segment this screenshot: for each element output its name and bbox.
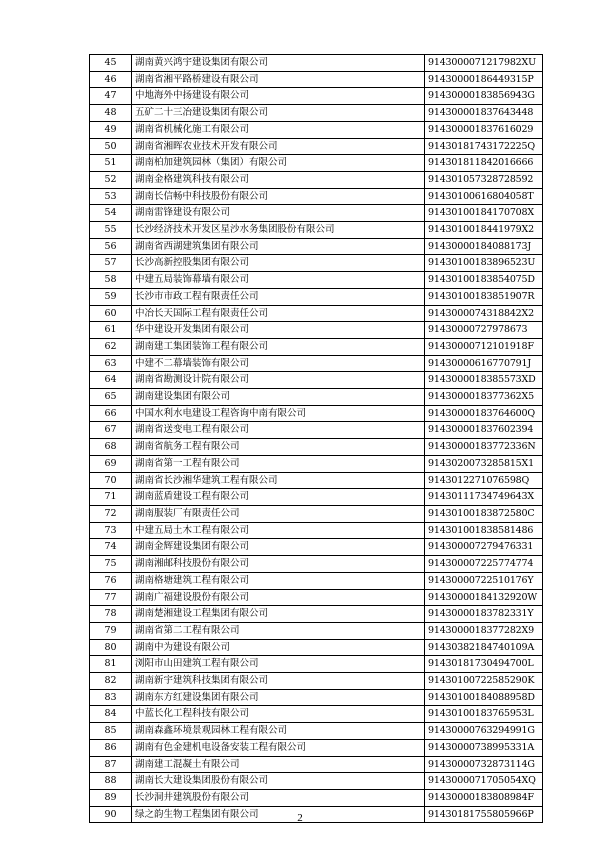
company-name: 湖南新宇建筑科技集团有限公司 — [132, 673, 425, 690]
credit-code: 91430000722510176Y — [425, 572, 543, 589]
company-name: 绿之韵生物工程集团有限公司 — [132, 806, 425, 823]
company-name: 湖南省第一工程有限公司 — [132, 455, 425, 472]
row-number: 46 — [90, 71, 132, 88]
table-row — [90, 372, 543, 389]
credit-code: 91430100616804058T — [425, 188, 543, 205]
credit-code: 9143000018377362X5 — [425, 389, 543, 406]
credit-code: 91430100183854075D — [425, 272, 543, 289]
row-number: 84 — [90, 706, 132, 723]
company-name: 湖南雷锋建设有限公司 — [132, 205, 425, 222]
company-name: 湖南格塘建筑工程有限公司 — [132, 572, 425, 589]
row-number: 72 — [90, 505, 132, 522]
credit-code: 91430000183772336N — [425, 439, 543, 456]
credit-code: 91430181730494700L — [425, 656, 543, 673]
row-number: 49 — [90, 121, 132, 138]
credit-code: 91430100722585290K — [425, 673, 543, 690]
credit-code: 9143012271076598Q — [425, 472, 543, 489]
row-number: 71 — [90, 489, 132, 506]
company-name: 湖南湘邮科技股份有限公司 — [132, 556, 425, 573]
company-name: 湖南建工集团装饰工程有限公司 — [132, 338, 425, 355]
company-name: 长沙高新控股集团有限公司 — [132, 255, 425, 272]
company-name: 湖南省送变电工程有限公司 — [132, 422, 425, 439]
credit-code: 91430100184170708X — [425, 205, 543, 222]
company-name: 湖南有色金建机电设备安装工程有限公司 — [132, 739, 425, 756]
table-row — [90, 522, 543, 539]
row-number: 57 — [90, 255, 132, 272]
credit-code: 914300001837602394 — [425, 422, 543, 439]
credit-code: 91430100183896523U — [425, 255, 543, 272]
row-number: 74 — [90, 539, 132, 556]
company-name: 长沙市市政工程有限责任公司 — [132, 288, 425, 305]
row-number: 51 — [90, 155, 132, 172]
table-row — [90, 55, 543, 72]
table-row — [90, 355, 543, 372]
row-number: 64 — [90, 372, 132, 389]
company-name: 湖南省航务工程有限公司 — [132, 439, 425, 456]
credit-code: 9143000071705054XQ — [425, 773, 543, 790]
company-name: 湖南省机械化施工有限公司 — [132, 121, 425, 138]
table-row — [90, 405, 543, 422]
row-number: 47 — [90, 88, 132, 105]
credit-code: 914300001837616029 — [425, 121, 543, 138]
table-row — [90, 121, 543, 138]
credit-code: 91430382184740109A — [425, 639, 543, 656]
table-row — [90, 155, 543, 172]
credit-code: 914301057328728592 — [425, 171, 543, 188]
company-name: 湖南建工混凝土有限公司 — [132, 756, 425, 773]
row-number: 48 — [90, 105, 132, 122]
table-row — [90, 338, 543, 355]
company-name: 中建不二幕墙装饰有限公司 — [132, 355, 425, 372]
table-row — [90, 572, 543, 589]
credit-code: 91430000183856943G — [425, 88, 543, 105]
credit-code: 91430100184088958D — [425, 689, 543, 706]
credit-code: 91430000616770791J — [425, 355, 543, 372]
table-row — [90, 656, 543, 673]
company-name: 湖南柏加建筑园林（集团）有限公司 — [132, 155, 425, 172]
table-row — [90, 222, 543, 239]
company-name: 湖南省西湖建筑集团有限公司 — [132, 238, 425, 255]
credit-code: 914301811842016666 — [425, 155, 543, 172]
credit-code: 91430000732873114G — [425, 756, 543, 773]
credit-code: 91430100183851907R — [425, 288, 543, 305]
table-row — [90, 505, 543, 522]
table-row — [90, 305, 543, 322]
row-number: 68 — [90, 439, 132, 456]
credit-code: 91430100183765953L — [425, 706, 543, 723]
company-name: 湖南省长沙湘华建筑工程有限公司 — [132, 472, 425, 489]
row-number: 54 — [90, 205, 132, 222]
credit-code: 914301001838581486 — [425, 522, 543, 539]
company-name: 华中建设开发集团有限公司 — [132, 322, 425, 339]
table-row — [90, 639, 543, 656]
company-name: 湖南森鑫环境景观园林工程有限公司 — [132, 723, 425, 740]
row-number: 63 — [90, 355, 132, 372]
credit-code: 91430181755805966P — [425, 806, 543, 823]
table-row — [90, 773, 543, 790]
row-number: 88 — [90, 773, 132, 790]
company-name: 浏阳市山田建筑工程有限公司 — [132, 656, 425, 673]
row-number: 76 — [90, 572, 132, 589]
company-name: 湖南中为建设有限公司 — [132, 639, 425, 656]
company-name: 长沙洞井建筑股份有限公司 — [132, 789, 425, 806]
credit-code: 91430000763294991G — [425, 723, 543, 740]
company-name: 中国水利水电建设工程咨询中南有限公司 — [132, 405, 425, 422]
company-name: 中冶长天国际工程有限责任公司 — [132, 305, 425, 322]
row-number: 67 — [90, 422, 132, 439]
row-number: 89 — [90, 789, 132, 806]
row-number: 79 — [90, 622, 132, 639]
table-row — [90, 439, 543, 456]
company-name: 湖南金格建筑科技有限公司 — [132, 171, 425, 188]
row-number: 61 — [90, 322, 132, 339]
table-row — [90, 71, 543, 88]
table-row — [90, 789, 543, 806]
row-number: 58 — [90, 272, 132, 289]
row-number: 75 — [90, 556, 132, 573]
table-row — [90, 489, 543, 506]
company-name: 湖南东方红建设集团有限公司 — [132, 689, 425, 706]
row-number: 56 — [90, 238, 132, 255]
credit-code: 914300001837643448 — [425, 105, 543, 122]
credit-code: 9143000018385573XD — [425, 372, 543, 389]
row-number: 81 — [90, 656, 132, 673]
table-row — [90, 673, 543, 690]
table-row — [90, 706, 543, 723]
row-number: 83 — [90, 689, 132, 706]
credit-code: 91430000184088173J — [425, 238, 543, 255]
credit-code: 91430000183764600Q — [425, 405, 543, 422]
row-number: 82 — [90, 673, 132, 690]
company-name: 湖南省勘测设计院有限公司 — [132, 372, 425, 389]
row-number: 85 — [90, 723, 132, 740]
credit-code: 91430181743172225Q — [425, 138, 543, 155]
table-row — [90, 756, 543, 773]
credit-code: 914300007279476331 — [425, 539, 543, 556]
credit-code: 9143020073285815X1 — [425, 455, 543, 472]
registry-table-body — [90, 55, 543, 823]
row-number: 55 — [90, 222, 132, 239]
credit-code: 9143000071217982XU — [425, 55, 543, 72]
row-number: 62 — [90, 338, 132, 355]
table-row — [90, 689, 543, 706]
company-name: 湖南长信畅中科技股份有限公司 — [132, 188, 425, 205]
table-row — [90, 188, 543, 205]
table-row — [90, 589, 543, 606]
page-number: 2 — [297, 812, 303, 824]
table-row — [90, 205, 543, 222]
credit-code: 91430111734749643X — [425, 489, 543, 506]
table-row — [90, 606, 543, 623]
table-row — [90, 171, 543, 188]
credit-code: 9143000074318842X2 — [425, 305, 543, 322]
company-name: 湖南黄兴鸿宇建设集团有限公司 — [132, 55, 425, 72]
table-row — [90, 455, 543, 472]
credit-code: 91430000727978673 — [425, 322, 543, 339]
row-number: 69 — [90, 455, 132, 472]
table-row — [90, 622, 543, 639]
credit-code: 914300007225774774 — [425, 556, 543, 573]
row-number: 73 — [90, 522, 132, 539]
company-name: 湖南服装厂有限责任公司 — [132, 505, 425, 522]
credit-code: 91430000183808984F — [425, 789, 543, 806]
credit-code: 91430000184132920W — [425, 589, 543, 606]
row-number: 78 — [90, 606, 132, 623]
table-row — [90, 422, 543, 439]
company-name: 中建五局土木工程有限公司 — [132, 522, 425, 539]
company-name: 中建五局装饰幕墙有限公司 — [132, 272, 425, 289]
table-row — [90, 472, 543, 489]
company-name: 湖南长大建设集团股份有限公司 — [132, 773, 425, 790]
company-name: 湖南广福建设股份有限公司 — [132, 589, 425, 606]
table-row — [90, 556, 543, 573]
table-row — [90, 255, 543, 272]
company-name: 中蓝长化工程科技有限公司 — [132, 706, 425, 723]
row-number: 45 — [90, 55, 132, 72]
registry-table — [89, 54, 543, 823]
company-name: 湖南省湘平路桥建设有限公司 — [132, 71, 425, 88]
credit-code: 9143000018377282X9 — [425, 622, 543, 639]
row-number: 90 — [90, 806, 132, 823]
credit-code: 91430000186449315P — [425, 71, 543, 88]
row-number: 86 — [90, 739, 132, 756]
row-number: 59 — [90, 288, 132, 305]
row-number: 65 — [90, 389, 132, 406]
row-number: 80 — [90, 639, 132, 656]
company-name: 中地海外中扬建设有限公司 — [132, 88, 425, 105]
company-name: 湖南金辉建设集团有限公司 — [132, 539, 425, 556]
table-row — [90, 288, 543, 305]
row-number: 66 — [90, 405, 132, 422]
credit-code: 91430000183782331Y — [425, 606, 543, 623]
row-number: 77 — [90, 589, 132, 606]
credit-code: 9143010018441979X2 — [425, 222, 543, 239]
table-row — [90, 322, 543, 339]
row-number: 50 — [90, 138, 132, 155]
table-row — [90, 539, 543, 556]
row-number: 53 — [90, 188, 132, 205]
table-row — [90, 238, 543, 255]
table-row — [90, 138, 543, 155]
company-name: 长沙经济技术开发区星沙水务集团股份有限公司 — [132, 222, 425, 239]
row-number: 70 — [90, 472, 132, 489]
credit-code: 91430000738995331A — [425, 739, 543, 756]
table-row — [90, 723, 543, 740]
table-row — [90, 105, 543, 122]
table-row — [90, 739, 543, 756]
table-row — [90, 88, 543, 105]
credit-code: 91430100183872580C — [425, 505, 543, 522]
company-name: 湖南省湘晖农业技术开发有限公司 — [132, 138, 425, 155]
credit-code: 91430000712101918F — [425, 338, 543, 355]
row-number: 52 — [90, 171, 132, 188]
company-name: 湖南建设集团有限公司 — [132, 389, 425, 406]
row-number: 87 — [90, 756, 132, 773]
company-name: 湖南楚湘建设工程集团有限公司 — [132, 606, 425, 623]
company-name: 湖南蓝盾建设工程有限公司 — [132, 489, 425, 506]
company-name: 五矿二十三冶建设集团有限公司 — [132, 105, 425, 122]
table-row — [90, 389, 543, 406]
table-row — [90, 272, 543, 289]
row-number: 60 — [90, 305, 132, 322]
company-name: 湖南省第二工程有限公司 — [132, 622, 425, 639]
